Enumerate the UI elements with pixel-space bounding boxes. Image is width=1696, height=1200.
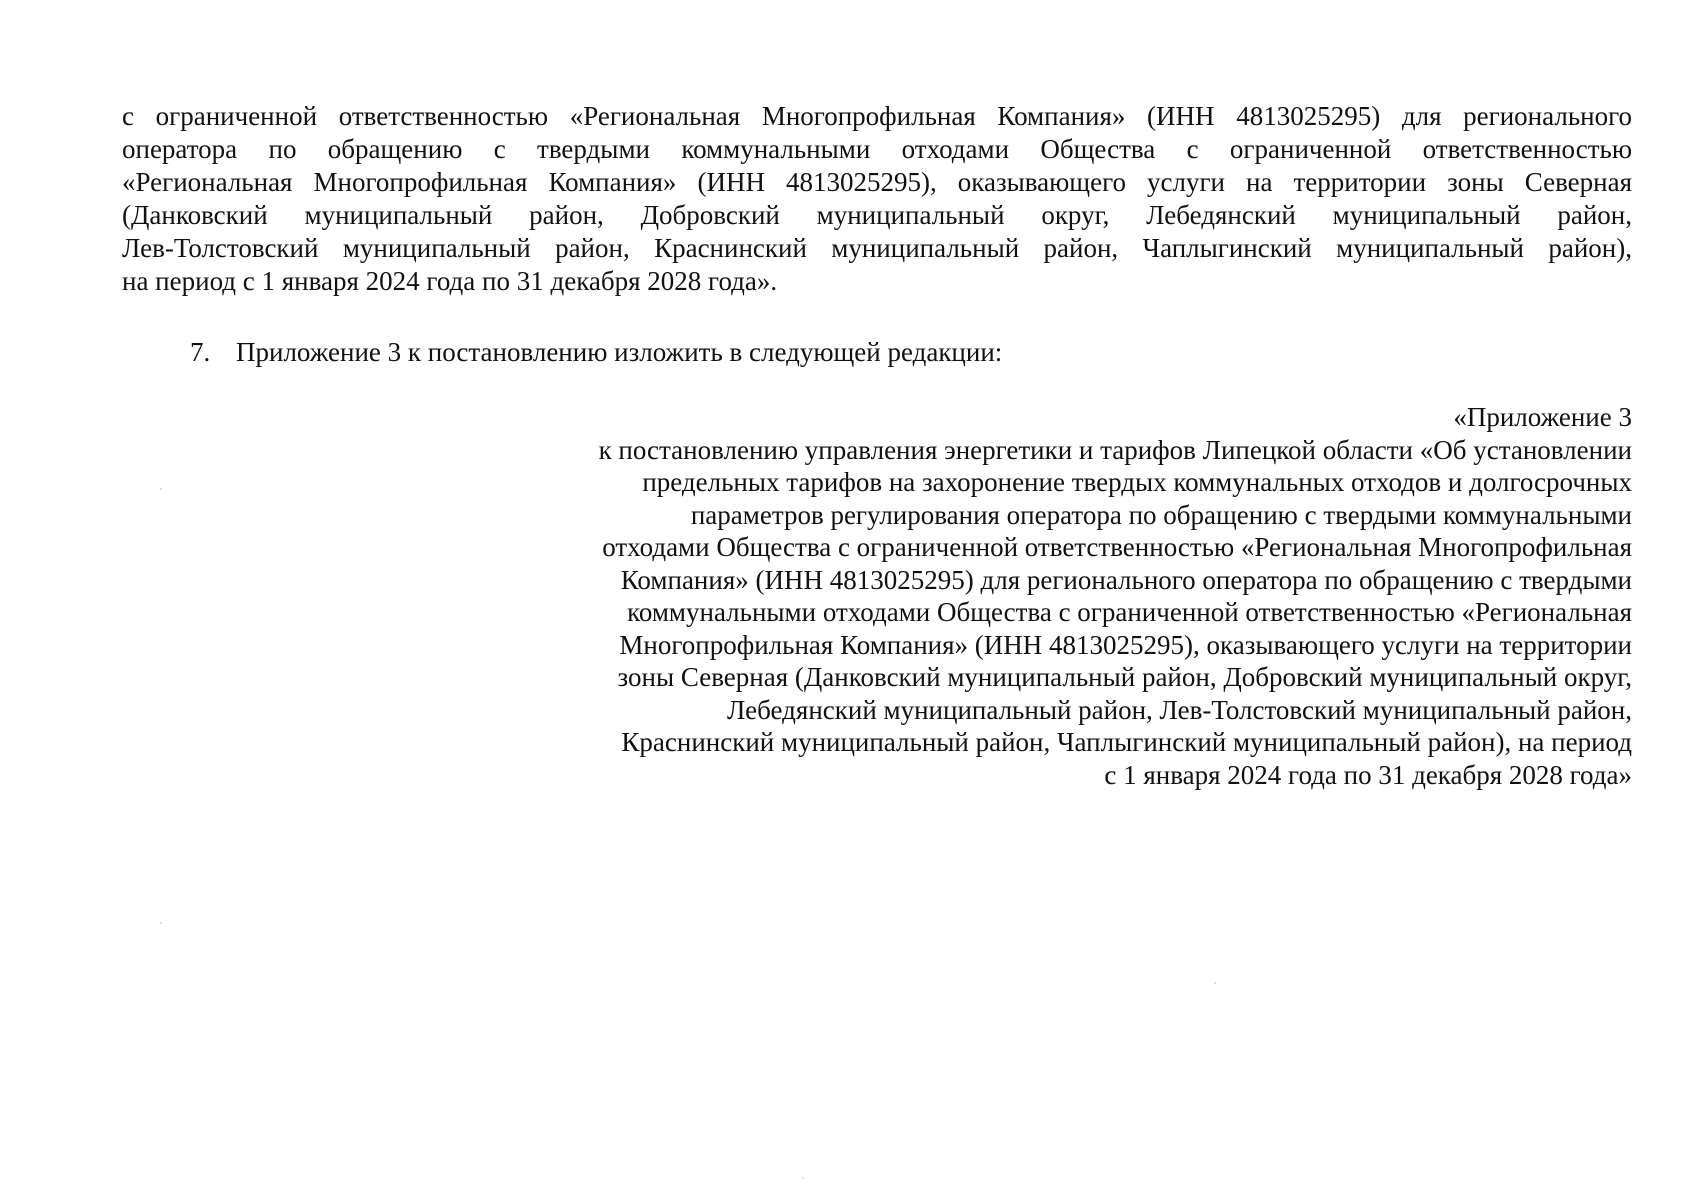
- appendix-line: параметров регулирования оператора по обращению с твердыми коммунальными: [690, 499, 1632, 530]
- numbered-item-7: [190, 336, 1002, 369]
- appendix-line: коммунальными отходами Общества с ограниченной ответственностью «Региональная: [627, 597, 1632, 627]
- paragraph-line: с ограниченной ответственностью «Региональная Многопрофильная Компания» (ИНН 4813025295) для регионального: [122, 101, 1632, 131]
- appendix-line: отходами Общества с ограниченной ответственностью «Региональная Многопрофильная: [602, 532, 1632, 562]
- appendix-line: Многопрофильная Компания» (ИНН 4813025295), оказывающего услуги на территории: [619, 629, 1632, 660]
- appendix-line: зоны Северная (Данковский муниципальный район, Добровский муниципальный округ,: [617, 662, 1632, 692]
- scan-speck: [160, 922, 162, 924]
- item-number: 7.: [190, 337, 211, 367]
- continuation-paragraph: [122, 100, 1632, 298]
- appendix-line: предельных тарифов на захоронение твердых коммунальных отходов и долгосрочных: [642, 467, 1632, 497]
- paragraph-line: оператора по обращению с твердыми коммунальными отходами Общества с ограниченной ответственностью: [122, 134, 1632, 164]
- appendix-line: с 1 января 2024 года по 31 декабря 2028 года»: [1104, 759, 1632, 790]
- appendix-title: «Приложение 3: [1453, 402, 1632, 432]
- appendix-header: [532, 401, 1632, 791]
- paragraph-line: «Региональная Многопрофильная Компания» (ИНН 4813025295), оказывающего услуги на территории зоны Северная: [122, 167, 1632, 197]
- appendix-line: Лебедянский муниципальный район, Лев-Толстовский муниципальный район,: [727, 694, 1632, 725]
- appendix-line: к постановлению управления энергетики и тарифов Липецкой области «Об установлении: [598, 434, 1632, 465]
- paragraph-line: (Данковский муниципальный район, Добровский муниципальный округ, Лебедянский муниципальный район,: [122, 200, 1632, 230]
- scan-speck: [160, 488, 162, 490]
- paragraph-line: на период с 1 января 2024 года по 31 декабря 2028 года».: [122, 266, 778, 296]
- appendix-line: Компания» (ИНН 4813025295) для регионального оператора по обращению с твердыми: [620, 564, 1632, 595]
- scan-speck: [1214, 982, 1216, 984]
- paragraph-line: Лев-Толстовский муниципальный район, Краснинский муниципальный район, Чаплыгинский муниципальный район),: [122, 233, 1632, 263]
- item-text: Приложение 3 к постановлению изложить в следующей редакции:: [236, 337, 1003, 367]
- appendix-line: Краснинский муниципальный район, Чаплыгинский муниципальный район), на период: [621, 727, 1632, 757]
- scan-speck: [802, 1177, 804, 1179]
